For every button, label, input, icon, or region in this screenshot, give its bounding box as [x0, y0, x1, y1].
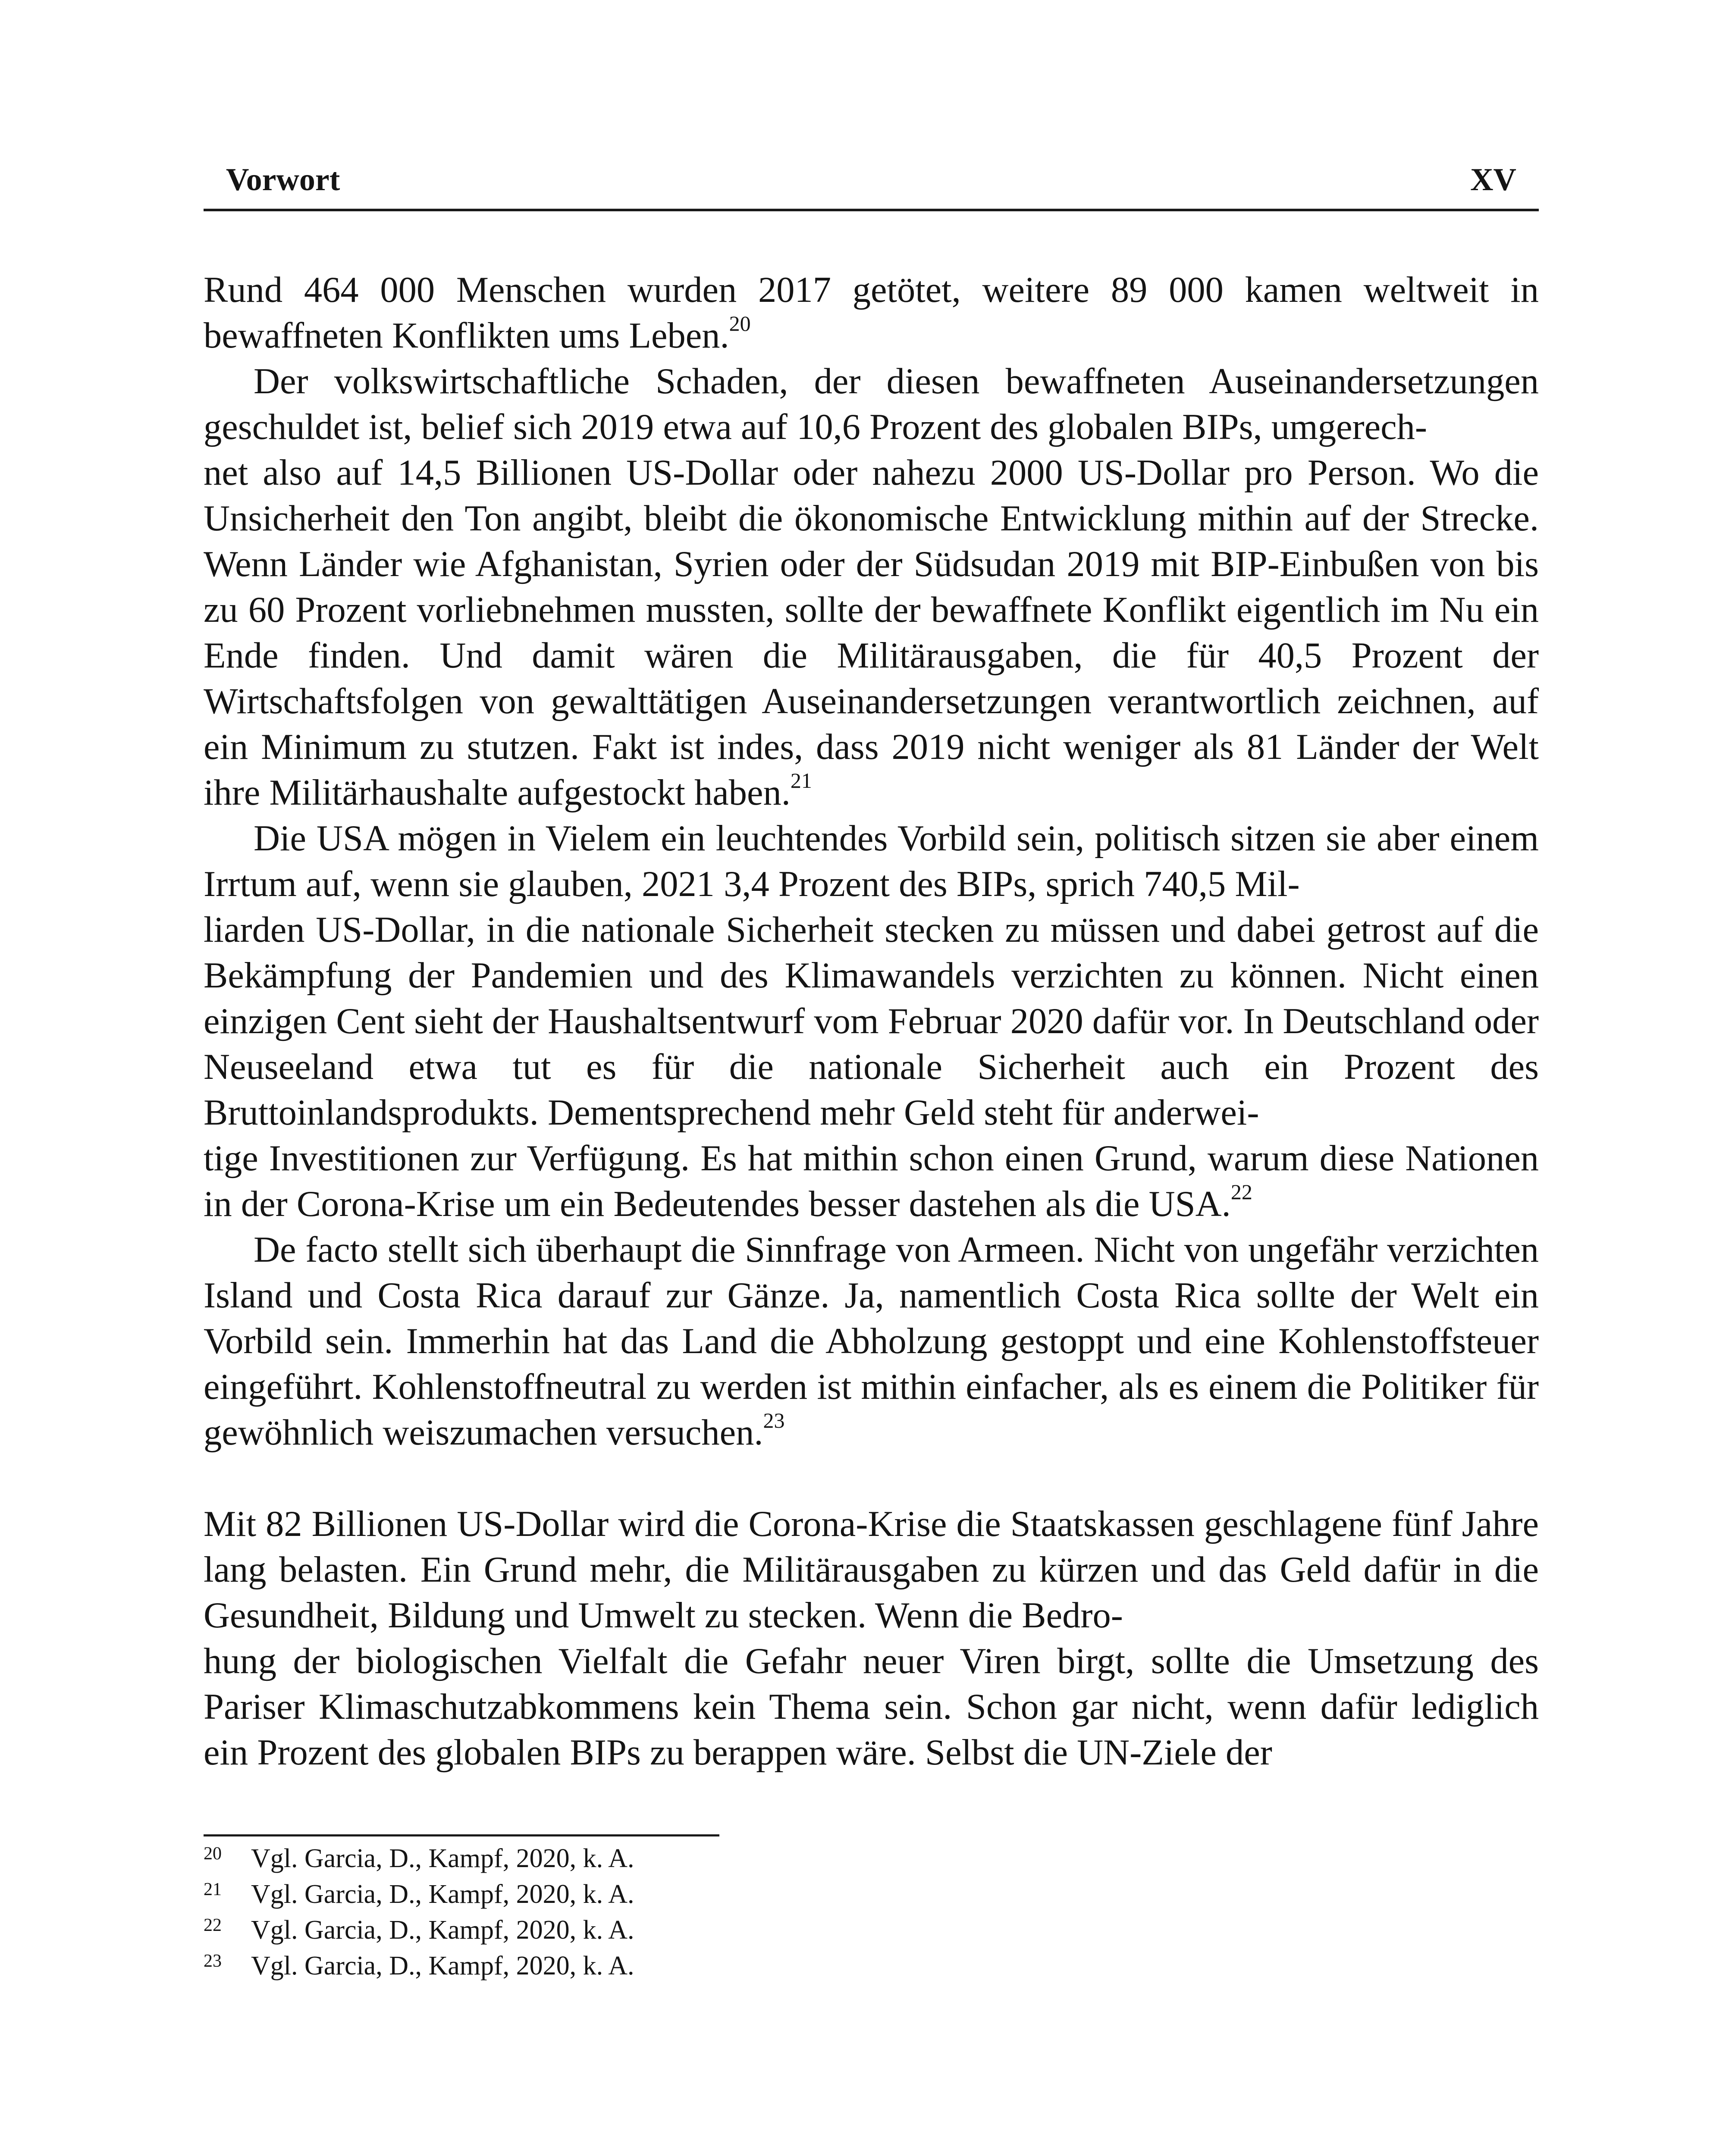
paragraph-2: Der volkswirtschaftliche Schaden, der diesen bewaffneten Auseinandersetzungen geschuldet ist, belief sich 2019 etwa auf 10,6 Prozent des globalen BIPs, umgerech- net also auf 14,5 Billionen US-Dollar oder nahezu 2000 US-Dollar pro Person. Wo die Unsicherheit den Ton angibt, bleibt die ökonomische Entwicklung mithin auf der Strecke. Wenn Länder wie Afghanistan, Syrien oder der Südsudan 2019 mit BIP-Einbußen von bis zu 60 Prozent vorliebnehmen mussten, sollte der bewaffnete Konflikt eigentlich im Nu ein Ende finden. Und damit wären die Militärausgaben, die für 40,5 Prozent der Wirtschaftsfolgen von gewalttätigen Auseinandersetzungen verantwortlich zeichnen, auf ein Minimum zu stutzen. Fakt ist indes, dass 2019 nicht weniger als 81 Länder der Welt ihre Militärhaushalte aufgestockt haben.$^{21}$ — [204, 361, 1539, 813]
footnote-22 — [204, 1914, 1539, 1949]
body-text — [204, 267, 1539, 1776]
footnote-number: 23 — [204, 1951, 222, 1971]
footnote-separator — [204, 1834, 719, 1836]
footnote-text: Vgl. Garcia, D., Kampf, 2020, k. A. — [251, 1844, 634, 1873]
footnote-number: 21 — [204, 1880, 222, 1899]
paragraph-1: Rund 464 000 Menschen wurden 2017 getötet, weitere 89 000 kamen weltweit in bewaffneten Konflikten ums Leben.$^{20}$ — [204, 270, 1539, 356]
footnote-number: 20 — [204, 1844, 222, 1864]
running-head — [204, 160, 1539, 199]
footnote-ref-20: 20 — [729, 311, 751, 335]
footnote-21 — [204, 1878, 1539, 1914]
page-number: XV — [1470, 162, 1516, 197]
footnote-20 — [204, 1842, 1539, 1878]
footnote-text: Vgl. Garcia, D., Kampf, 2020, k. A. — [251, 1915, 634, 1945]
paragraph-3: Die USA mögen in Vielem ein leuchtendes Vorbild sein, politisch sitzen sie aber einem Irrtum auf, wenn sie glauben, 2021 3,4 Prozent des BIPs, sprich 740,5 Mil- liarden US-Dollar, in die nationale Sicherheit stecken zu müssen und dabei getrost auf die Bekämpfung der Pandemien und des Klimawandels verzichten zu können. Nicht einen einzigen Cent sieht der Haushaltsentwurf vom Februar 2020 dafür vor. In Deutschland oder Neuseeland etwa tut es für die nationale Sicherheit auch ein Prozent des Bruttoinlandsprodukts. Dementsprechend mehr Geld steht für anderwei- tige Investitionen zur Verfügung. Es hat mithin schon einen Grund, warum diese Nationen in der Corona-Krise um ein Bedeutendes besser dastehen als die USA.$^{22}$ — [204, 818, 1539, 1224]
footnote-number: 22 — [204, 1915, 222, 1935]
footnote-23 — [204, 1949, 1539, 1985]
header-rule — [204, 209, 1539, 211]
footnote-ref-21: 21 — [790, 768, 812, 793]
footnote-text: Vgl. Garcia, D., Kampf, 2020, k. A. — [251, 1951, 634, 1981]
footnotes — [204, 1842, 1539, 1985]
paragraph-5: Mit 82 Billionen US-Dollar wird die Corona-Krise die Staatskassen geschlagene fünf Jahre lang belasten. Ein Grund mehr, die Militärausgaben zu kürzen und das Geld dafür in die Gesundheit, Bildung und Umwelt zu stecken. Wenn die Bedro- hung der biologischen Vielfalt die Gefahr neuer Viren birgt, sollte die Umsetzung des Pariser Klimaschutzabkommens kein Thema sein. Schon gar nicht, wenn dafür lediglich ein Prozent des globalen BIPs zu berappen wäre. Selbst die UN-Ziele der — [204, 1504, 1539, 1773]
footnote-ref-23: 23 — [763, 1408, 785, 1432]
footnote-ref-22: 22 — [1230, 1180, 1252, 1204]
footnote-text: Vgl. Garcia, D., Kampf, 2020, k. A. — [251, 1880, 634, 1909]
paragraph-4: De facto stellt sich überhaupt die Sinnfrage von Armeen. Nicht von ungefähr verzichten Island und Costa Rica darauf zur Gänze. Ja, namentlich Costa Rica sollte der Welt ein Vorbild sein. Immerhin hat das Land die Abholzung gestoppt und eine Kohlenstoffsteuer eingeführt. Kohlenstoffneutral zu werden ist mithin einfacher, als es einem die Politiker für gewöhnlich weiszumachen versuchen.$^{23}$ — [204, 1230, 1539, 1453]
section-title: Vorwort — [226, 162, 340, 197]
